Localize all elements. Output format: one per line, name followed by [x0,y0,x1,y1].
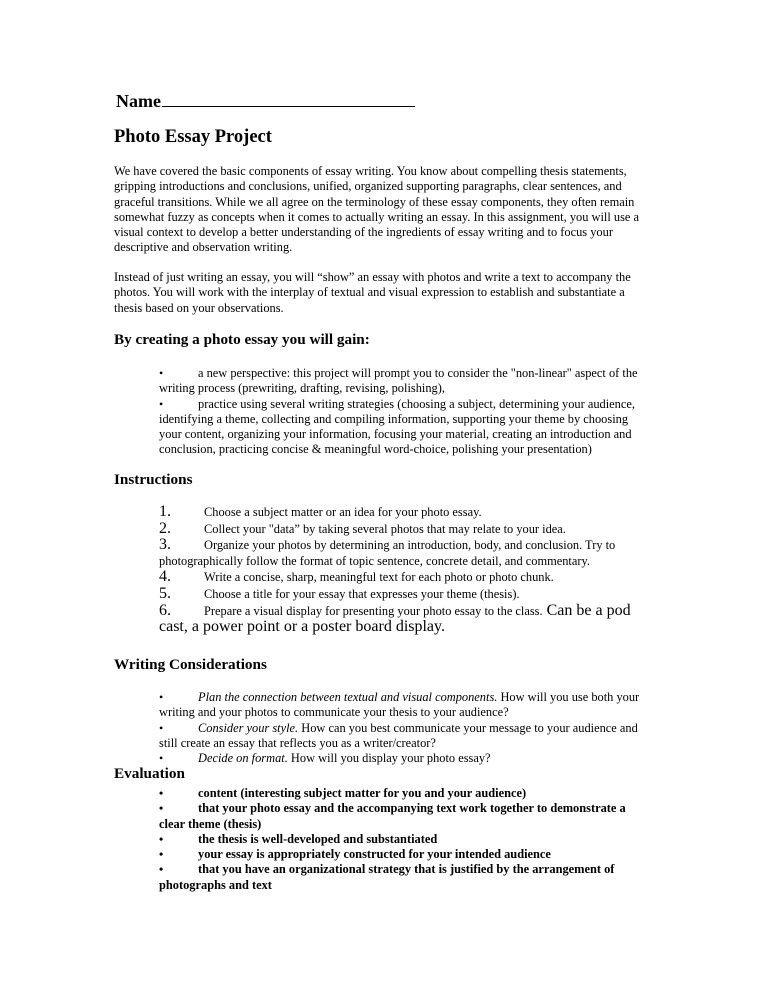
gain-heading: By creating a photo essay you will gain: [114,331,370,348]
instructions-heading: Instructions [114,471,193,488]
list-item: • Decide on format. How will you display your photo essay? [159,751,491,766]
bullet-icon: • [159,720,164,735]
bullet-icon: • [159,366,164,380]
intro-paragraph-1: We have covered the basic components of essay writing. You know about compelling thesis statements, gripping introductions and conclusions, unified, organized supporting paragraphs, clear sentences, and graceful transitions. While we all agree on the terminology of these essay components, they often remain somewhat fuzzy as concepts when it comes to actually writing an essay. In this assignment, you will use a visual context to develop a better understanding of the ingredients of essay writing and to focus your descriptive and observation writing. [114,164,639,255]
list-item: • Plan the connection between textual and visual components. How will you use both your writing and your photos to communicate your thesis to your audience? [159,690,640,720]
bullet-icon: • [159,690,164,704]
page-title: Photo Essay Project [114,127,272,147]
list-item: 5. Choose a title for your essay that expresses your theme (thesis). [159,584,520,602]
intro-paragraph-2: Instead of just writing an essay, you will “show” an essay with photos and write a text to accompany the photos. You will work with the interplay of textual and visual expression to establish and substantiate a thesis based on your observations. [114,270,631,315]
list-item: 1. Choose a subject matter or an idea for your photo essay. [159,503,482,520]
considerations-heading: Writing Considerations [114,656,267,673]
evaluation-list [159,786,637,893]
bullet-icon: • [159,862,164,877]
list-item: • Consider your style. How can you best communicate your message to your audience and still create an essay that reflects you as a writer/creator? [159,720,638,750]
name-blank-line [162,90,415,107]
name-field [116,90,415,112]
bullet-icon: • [159,831,164,846]
bullet-icon: • [159,751,164,766]
list-item: 2. Collect your "data” by taking several photos that may relate to your idea. [159,519,566,537]
instructions-list [159,504,645,636]
gain-list [159,366,645,458]
bullet-icon: • [159,396,164,411]
list-item: 4. Write a concise, sharp, meaningful text for each photo or photo chunk. [159,568,554,586]
considerations-list [159,690,653,766]
list-item: 3. Organize your photos by determining an introduction, body, and conclusion. Try to photographically follow the format of topic sentence, concrete detail, and commentary. [159,536,616,568]
list-item: • content (interesting subject matter for you and your audience) [159,786,527,800]
bullet-icon: • [159,801,164,816]
name-label: Name [116,91,161,111]
list-item: • that your photo essay and the accompanying text work together to demonstrate a clear theme (thesis) [159,801,626,831]
list-item: • practice using several writing strategies (choosing a subject, determining your audience, identifying a theme, collecting and compiling information, supporting your theme by choosing your content, organizing your information, focusing your material, creating an introduction and conclusion, practicing concise & meaningful word-choice, polishing your presentation) [159,396,635,457]
bullet-icon: • [159,786,164,800]
list-item: • the thesis is well-developed and substantiated [159,831,438,846]
list-item: • your essay is appropriately constructed for your intended audience [159,847,551,862]
list-item: 6. Prepare a visual display for presenting your photo essay to the class. Can be a pod cast, a power point or a poster board display. [159,601,631,636]
bullet-icon: • [159,847,164,862]
list-item: • that you have an organizational strategy that is justified by the arrangement of photographs and text [159,862,615,892]
list-item: • a new perspective: this project will prompt you to consider the "non-linear" aspect of the writing process (prewriting, drafting, revising, polishing), [159,366,638,396]
evaluation-heading: Evaluation [114,765,185,782]
